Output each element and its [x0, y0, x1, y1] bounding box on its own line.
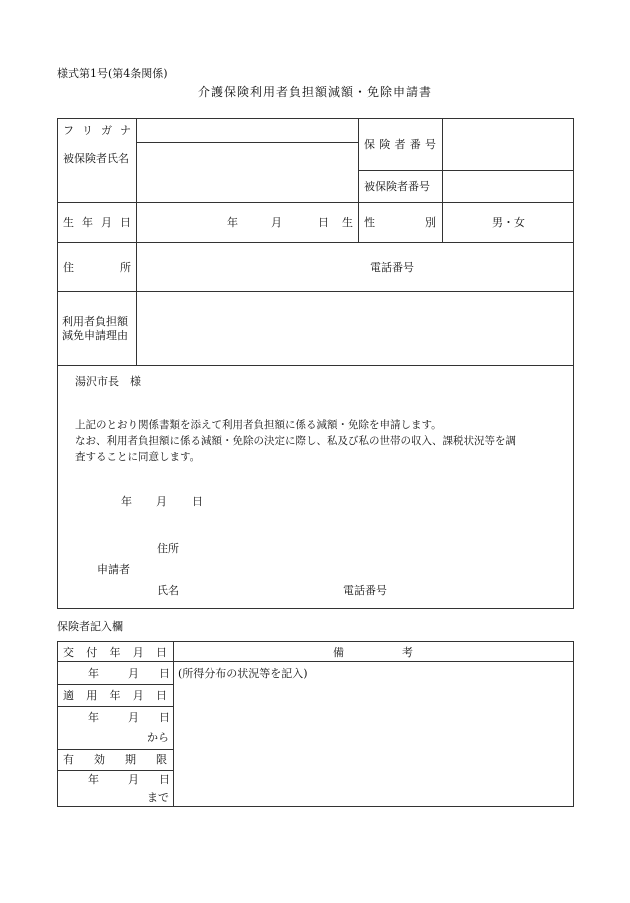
reason-label-line1: 利用者負担額 — [62, 315, 128, 328]
applicant-label: 申請者 — [97, 563, 130, 576]
remarks-note: (所得分布の状況等を記入) — [178, 667, 308, 680]
form-title: 介護保険利用者負担額減額・免除申請書 — [197, 85, 432, 99]
remarks-field[interactable] — [174, 662, 573, 807]
apply-date-label: 適 用 年 月 日 — [63, 689, 167, 702]
insurer-number-field[interactable] — [443, 119, 573, 170]
applicant-address-label: 住所 — [157, 542, 179, 555]
from-suffix: から — [147, 731, 169, 744]
statement-line3: 査することに同意します。 — [75, 451, 201, 463]
birthdate-field[interactable]: 年 月 日 生 — [227, 216, 353, 229]
until-suffix: まで — [147, 791, 169, 804]
gender-label: 性 別 — [364, 216, 436, 229]
reason-field[interactable] — [137, 292, 573, 365]
insured-number-field[interactable] — [443, 171, 573, 202]
application-date-field[interactable]: 年 月 日 — [121, 495, 203, 508]
statement-line1: 上記のとおり関係書類を添えて利用者負担額に係る減額・免除を申請します。 — [75, 419, 442, 431]
applicant-name-field[interactable] — [185, 579, 335, 599]
form-number: 様式第1号(第4条関係) — [57, 67, 168, 80]
valid-period-label: 有 効 期 限 — [63, 753, 167, 766]
furigana-field[interactable] — [137, 119, 358, 142]
statement-line2: なお、利用者負担額に係る減額・免除の決定に際し、私及び私の世帯の収入、課税状況等を調 — [75, 435, 516, 447]
address-field[interactable] — [137, 243, 367, 291]
remarks-label: 備 考 — [333, 646, 413, 659]
applicant-phone-label: 電話番号 — [343, 584, 387, 597]
insured-name-label: 被保険者氏名 — [63, 152, 129, 165]
birthdate-label: 生 年 月 日 — [63, 216, 131, 229]
applicant-name-label: 氏名 — [157, 584, 179, 597]
insurer-number-label: 保 険 者 番 号 — [364, 138, 436, 151]
issue-date-label: 交 付 年 月 日 — [63, 646, 167, 659]
insured-name-field[interactable] — [137, 143, 358, 202]
addressee: 湯沢市長 様 — [75, 375, 141, 388]
applicant-phone-field[interactable] — [395, 579, 565, 599]
insurer-section-title: 保険者記入欄 — [57, 620, 123, 633]
phone-field[interactable] — [420, 243, 573, 291]
furigana-label: フ リ ガ ナ — [63, 124, 131, 137]
phone-label: 電話番号 — [370, 261, 414, 274]
insured-number-label: 被保険者番号 — [364, 180, 430, 193]
apply-date-field[interactable]: 年 月 日 から — [88, 711, 170, 744]
gender-options[interactable]: 男・女 — [492, 216, 525, 229]
valid-date-field[interactable]: 年 月 日 まで — [88, 773, 170, 804]
applicant-address-field[interactable] — [185, 537, 565, 557]
issue-date-field[interactable]: 年 月 日 — [88, 667, 170, 680]
address-label: 住 所 — [63, 261, 131, 274]
reason-label-line2: 減免申請理由 — [62, 329, 128, 342]
